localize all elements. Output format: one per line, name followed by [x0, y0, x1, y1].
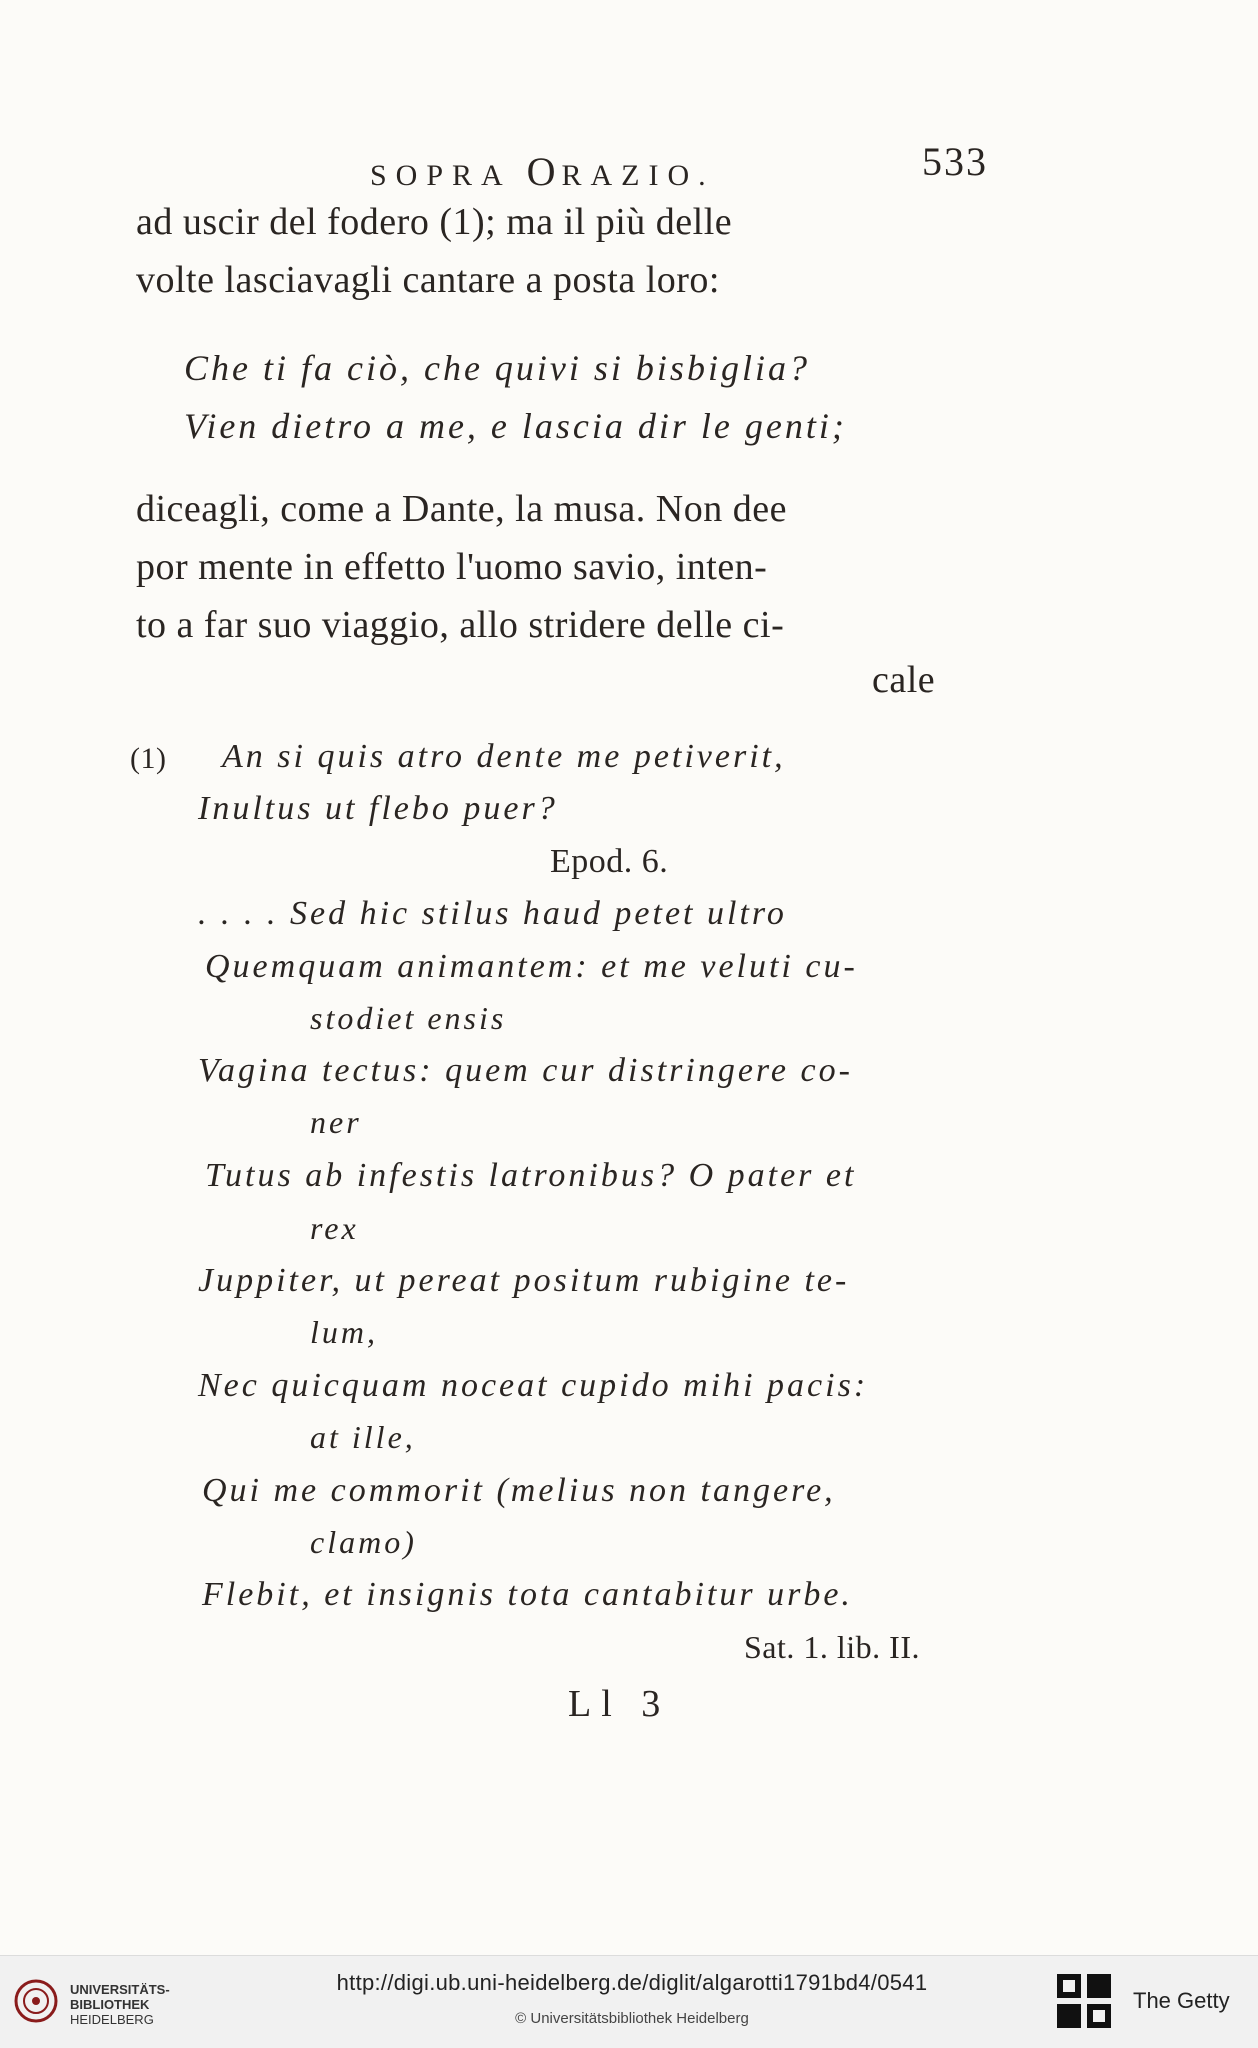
- footnote-line: Quemquam animantem: et me veluti cu-: [205, 948, 858, 985]
- permalink[interactable]: http://digi.ub.uni-heidelberg.de/diglit/algarotti1791bd4/0541: [336, 1970, 928, 1995]
- footnote-line: Tutus ab infestis latronibus? O pater et: [205, 1157, 857, 1194]
- copyright-notice: © Universitätsbibliothek Heidelberg: [515, 2010, 749, 2027]
- catchword: cale: [872, 659, 936, 701]
- library-name: [70, 1982, 170, 2027]
- footnote-line: Nec quicquam noceat cupido mihi pacis:: [198, 1367, 869, 1404]
- library-name-line: UNIVERSITÄTS-: [70, 1982, 170, 1997]
- signature-mark: Ll 3: [568, 1683, 671, 1725]
- getty-logo-icon: [1057, 1974, 1111, 2030]
- running-header: [370, 148, 715, 195]
- page-number: 533: [922, 139, 988, 184]
- footnote-marker: (1): [130, 742, 167, 775]
- library-name-line: HEIDELBERG: [70, 2012, 154, 2027]
- footnote-line: rex: [310, 1210, 359, 1246]
- footnote-line: Flebit, et insignis tota cantabitur urbe.: [202, 1576, 853, 1613]
- footnote-line: at ille,: [310, 1419, 416, 1455]
- footnote-line: clamo): [310, 1524, 417, 1560]
- body-line: volte lasciavagli cantare a posta loro:: [136, 259, 720, 301]
- running-title-initial: O: [526, 149, 562, 194]
- footnote-line: Qui me commorit (melius non tangere,: [202, 1472, 836, 1509]
- verse-line: Vien dietro a me, e lascia dir le genti;: [184, 406, 847, 446]
- footnote-line: Vagina tectus: quem cur distringere co-: [198, 1052, 853, 1089]
- body-line: to a far suo viaggio, allo stridere delle ci-: [136, 604, 785, 646]
- footnote-line: ner: [310, 1104, 362, 1140]
- getty-label: The Getty: [1133, 1988, 1230, 2013]
- footnote-line: . . . . Sed hic stilus haud petet ultro: [198, 895, 787, 932]
- university-library-seal-icon: [14, 1974, 58, 2028]
- footnote-line: An si quis atro dente me petiverit,: [222, 738, 786, 775]
- running-title-part: RAZIO.: [561, 159, 715, 192]
- viewer-footer: [0, 1955, 1258, 2048]
- footnote-line: Inultus ut flebo puer?: [198, 790, 558, 827]
- library-name-line: BIBLIOTHEK: [70, 1997, 150, 2012]
- body-line: diceagli, come a Dante, la musa. Non dee: [136, 488, 787, 530]
- footnote-line: Juppiter, ut pereat positum rubigine te-: [198, 1262, 850, 1299]
- footnote-citation: Sat. 1. lib. II.: [744, 1629, 920, 1665]
- verse-line: Che ti fa ciò, che quivi si bisbiglia?: [184, 348, 810, 388]
- body-line: ad uscir del fodero (1); ma il più delle: [136, 201, 733, 243]
- footnote-line: lum,: [310, 1314, 378, 1350]
- running-title-part: SOPRA: [370, 159, 511, 192]
- body-line: por mente in effetto l'uomo savio, inten-: [136, 546, 768, 588]
- footnote-citation: Epod. 6.: [550, 843, 669, 880]
- footnote-line: stodiet ensis: [310, 1000, 507, 1036]
